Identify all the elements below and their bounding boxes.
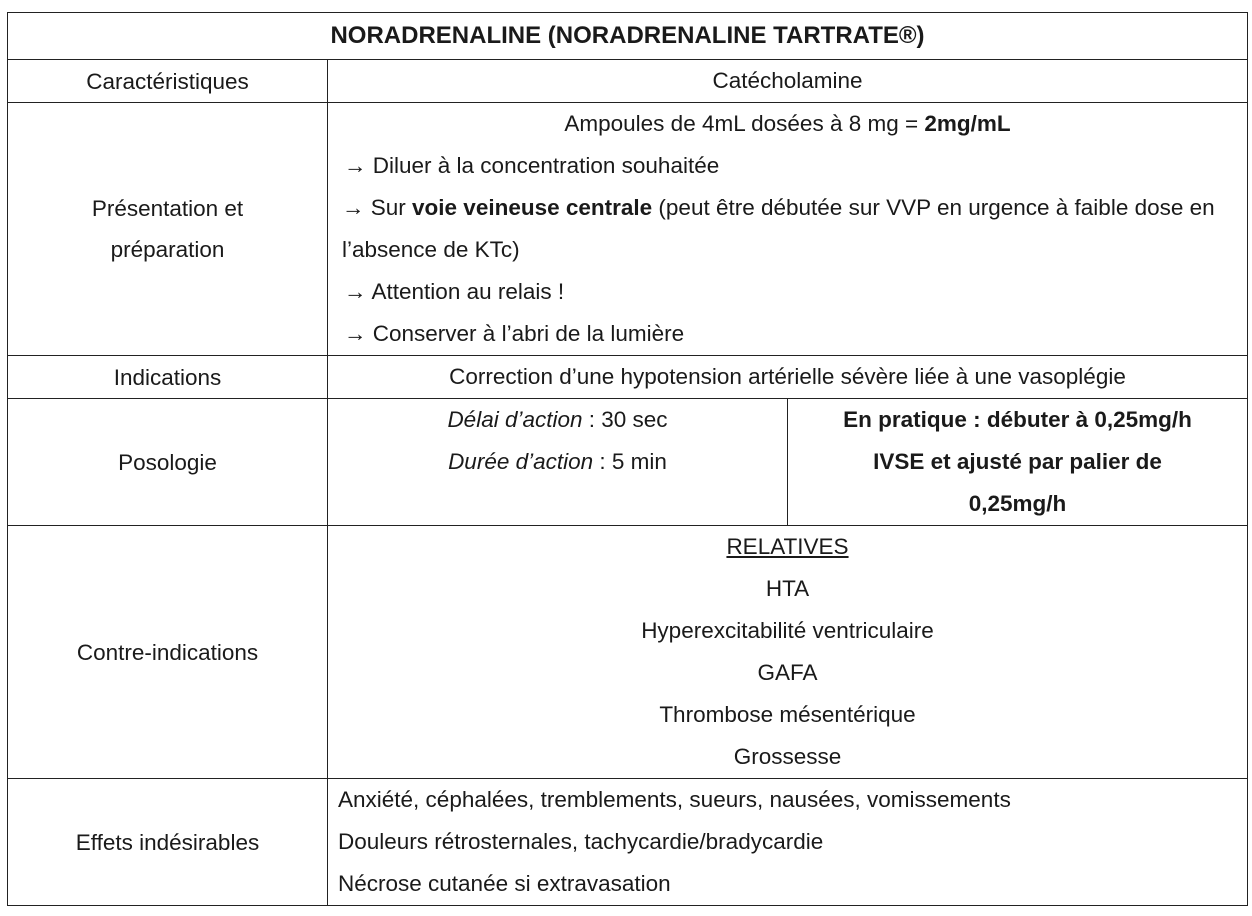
value-presentation: [328, 103, 1248, 356]
label-posologie: Posologie: [8, 399, 328, 526]
ci-item: Thrombose mésentérique: [659, 702, 916, 727]
value-caracteristiques: Catécholamine: [328, 60, 1248, 103]
noradrenaline-table: [7, 12, 1248, 906]
relais-text: Attention au relais !: [371, 279, 565, 304]
value-indications: Correction d’une hypotension artérielle sévère liée à une vasoplégie: [328, 356, 1248, 399]
arrow-icon: →: [344, 279, 367, 304]
value-effets: [328, 779, 1248, 906]
voie-prefix: Sur: [370, 195, 413, 220]
row-effets: [8, 779, 1248, 906]
label-contre-indications: Contre-indications: [8, 526, 328, 779]
value-contre-indications: [328, 526, 1248, 779]
ci-item: GAFA: [757, 660, 818, 685]
relais-line: [328, 271, 1247, 313]
pratique-line3: 0,25mg/h: [968, 491, 1067, 516]
ci-item: Hyperexcitabilité ventriculaire: [641, 618, 934, 643]
row-presentation: [8, 103, 1248, 356]
duree-label: Durée d’action: [448, 449, 594, 474]
duree-value: : 5 min: [593, 449, 667, 474]
voie-line: [328, 187, 1247, 271]
row-posologie: [8, 399, 1248, 526]
voie-suffix: (peut être débutée sur VVP en urgence à faible dose en l’absence de KTc): [342, 195, 1215, 262]
conserver-text: Conserver à l’abri de la lumière: [372, 321, 685, 346]
delai-line: [328, 399, 787, 441]
conserver-line: [328, 313, 1247, 355]
effet-item: Douleurs rétrosternales, tachycardie/bradycardie: [338, 829, 824, 854]
ci-heading-text: RELATIVES: [726, 534, 849, 559]
ampoules-text: Ampoules de 4mL dosées à 8 mg =: [564, 111, 925, 136]
label-caracteristiques: Caractéristiques: [8, 60, 328, 103]
label-presentation: [8, 103, 328, 356]
arrow-icon: →: [342, 195, 365, 220]
table-title: NORADRENALINE (NORADRENALINE TARTRATE®): [8, 13, 1248, 60]
delai-label: Délai d’action: [447, 407, 583, 432]
label-presentation-line1: Présentation et: [91, 196, 244, 221]
row-indications: [8, 356, 1248, 399]
label-indications: Indications: [8, 356, 328, 399]
effet-item: Nécrose cutanée si extravasation: [338, 871, 671, 896]
row-caracteristiques: [8, 60, 1248, 103]
ci-heading: [328, 526, 1247, 568]
ampoules-line: [328, 103, 1247, 145]
label-effets: Effets indésirables: [8, 779, 328, 906]
pratique-line1: En pratique : débuter à 0,25mg/h: [843, 407, 1192, 432]
arrow-icon: →: [344, 321, 367, 346]
diluer-text: Diluer à la concentration souhaitée: [372, 153, 720, 178]
effet-item: Anxiété, céphalées, tremblements, sueurs, nausées, vomissements: [338, 787, 1011, 812]
arrow-icon: →: [344, 153, 367, 178]
ci-item: HTA: [765, 576, 810, 601]
delai-value: : 30 sec: [582, 407, 668, 432]
ampoules-concentration: 2mg/mL: [924, 111, 1011, 136]
diluer-line: [328, 145, 1247, 187]
voie-bold: voie veineuse centrale: [412, 195, 653, 220]
pratique-line2: IVSE et ajusté par palier de: [873, 449, 1162, 474]
duree-line: [328, 441, 787, 483]
label-presentation-line2: préparation: [110, 237, 225, 262]
row-contre-indications: [8, 526, 1248, 779]
ci-item: Grossesse: [733, 744, 842, 769]
title-row: [8, 13, 1248, 60]
value-posologie-timing: [328, 399, 788, 526]
value-posologie-pratique: [788, 399, 1248, 526]
